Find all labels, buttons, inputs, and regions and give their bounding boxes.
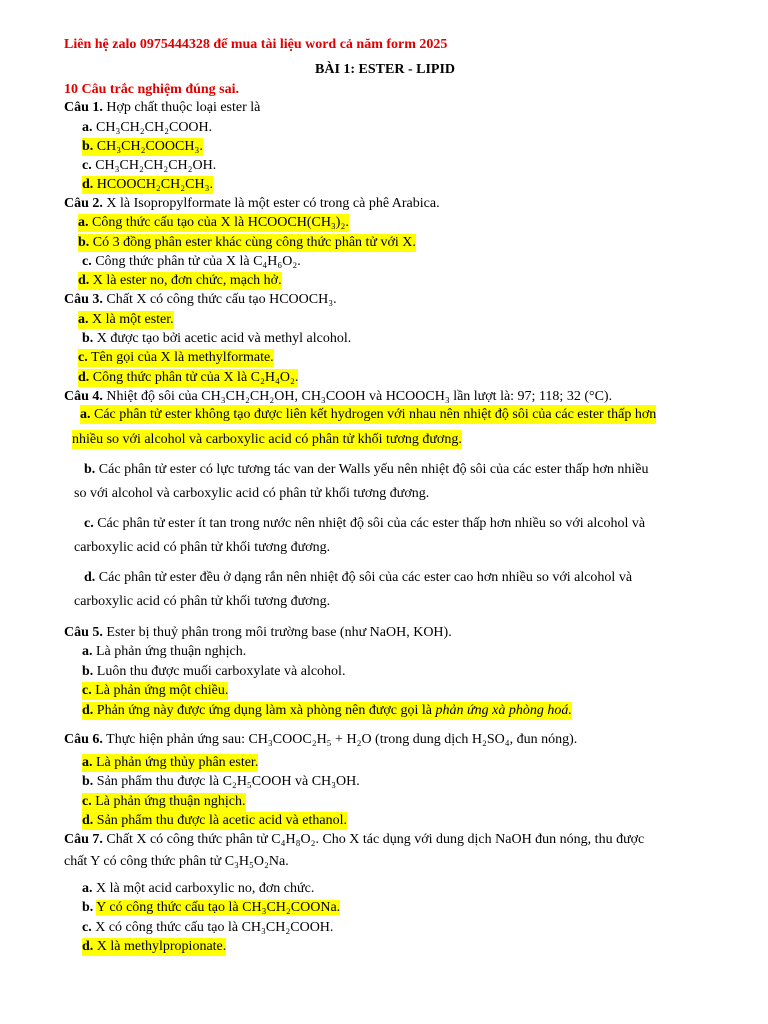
question-7-line2: chất Y có công thức phân tử C₃H₅O₂Na. xyxy=(64,854,289,869)
option-2a: a. Công thức cấu tạo của X là HCOOCH(CH₃)₂. xyxy=(78,215,349,230)
option-1c: c. CH₃CH₂CH₂CH₂OH. xyxy=(82,158,217,173)
section-heading: 10 Câu trắc nghiệm đúng sai. xyxy=(64,82,240,97)
question-7-line1: Câu 7. Chất X có công thức phân tử C₄H₈O₂. Cho X tác dụng với dung dịch NaOH đun nóng, thu được xyxy=(64,832,645,847)
question-4: Câu 4. Nhiệt độ sôi của CH₃CH₂CH₂OH, CH₃COOH và HCOOCH₃ lần lượt là: 97; 118; 32 (°C). xyxy=(64,389,613,404)
option-4a-line1: a. Các phân tử ester không tạo được liên kết hydrogen với nhau nên nhiệt độ sôi của các ester thấp hơn xyxy=(80,407,657,422)
option-1a: a. CH₃CH₂CH₂COOH. xyxy=(82,120,213,135)
option-2b: b. Có 3 đồng phân ester khác cùng công thức phân tử với X. xyxy=(78,235,416,250)
option-3c: c. Tên gọi của X là methylformate. xyxy=(78,350,274,365)
option-3a: a. X là một ester. xyxy=(78,312,174,327)
option-6c: c. Là phản ứng thuận nghịch. xyxy=(82,794,246,809)
question-6: Câu 6. Thực hiện phản ứng sau: CH₃COOC₂H₅ + H₂O (trong dung dịch H₂SO₄, đun nóng). xyxy=(64,732,578,747)
option-4a-line2: nhiều so với alcohol và carboxylic acid có phân tử khối tương đương. xyxy=(72,432,462,447)
option-5c: c. Là phản ứng một chiều. xyxy=(82,683,229,698)
option-5d: d. Phản ứng này được ứng dụng làm xà phòng nên được gọi là phản ứng xà phòng hoá. xyxy=(82,703,572,718)
option-4d-line1: d. Các phân tử ester đều ở dạng rắn nên nhiệt độ sôi của các ester cao hơn nhiều so với alcohol và xyxy=(84,570,633,585)
question-2: Câu 2. X là Isopropylformate là một ester có trong cà phê Arabica. xyxy=(64,196,440,211)
option-6d: d. Sản phẩm thu được là acetic acid và ethanol. xyxy=(82,813,347,828)
question-3: Câu 3. Chất X có công thức cấu tạo HCOOCH₃. xyxy=(64,292,337,307)
question-5: Câu 5. Ester bị thuỷ phân trong môi trường base (như NaOH, KOH). xyxy=(64,625,452,640)
option-3b: b. X được tạo bởi acetic acid và methyl alcohol. xyxy=(82,331,352,346)
question-number: Câu 1. xyxy=(64,100,103,115)
page-title: BÀI 1: ESTER - LIPID xyxy=(315,62,456,77)
option-2c: c. Công thức phân tử của X là C₄H₆O₂. xyxy=(82,254,301,269)
option-6b: b. Sản phẩm thu được là C₂H₅COOH và CH₃OH. xyxy=(82,774,360,789)
option-3d: d. Công thức phân tử của X là C₂H₄O₂. xyxy=(78,370,299,385)
option-6a: a. Là phản ứng thủy phân ester. xyxy=(82,755,259,770)
option-1b: b. CH₃CH₂COOCH₃. xyxy=(82,139,203,154)
option-7d: d. X là methylpropionate. xyxy=(82,939,227,954)
option-4d-line2: carboxylic acid có phân tử khối tương đương. xyxy=(74,594,331,609)
option-7b: b. Y có công thức cấu tạo là CH₃CH₂COONa. xyxy=(82,900,341,915)
option-1d: d. HCOOCH₂CH₂CH₃. xyxy=(82,177,213,192)
option-7c: c. X có công thức cấu tạo là CH₃CH₂COOH. xyxy=(82,920,334,935)
option-5b: b. Luôn thu được muối carboxylate và alcohol. xyxy=(82,664,346,679)
option-2d: d. X là ester no, đơn chức, mạch hở. xyxy=(78,273,282,288)
question-text: Hợp chất thuộc loại ester là xyxy=(102,100,261,115)
option-4b-line2: so với alcohol và carboxylic acid có phân tử khối tương đương. xyxy=(74,486,430,501)
option-7a: a. X là một acid carboxylic no, đơn chức. xyxy=(82,881,315,896)
option-4c-line1: c. Các phân tử ester ít tan trong nước nên nhiệt độ sôi của các ester thấp hơn nhiều so với alcohol và xyxy=(84,516,646,531)
option-4c-line2: carboxylic acid có phân tử khối tương đương. xyxy=(74,540,331,555)
option-5a: a. Là phản ứng thuận nghịch. xyxy=(82,644,247,659)
question-1 xyxy=(64,99,260,117)
contact-header: Liên hệ zalo 0975444328 để mua tài liệu word cả năm form 2025 xyxy=(64,37,448,52)
option-4b-line1: b. Các phân tử ester có lực tương tác van der Walls yếu nên nhiệt độ sôi của các ester thấp hơn nhiều xyxy=(84,462,649,477)
